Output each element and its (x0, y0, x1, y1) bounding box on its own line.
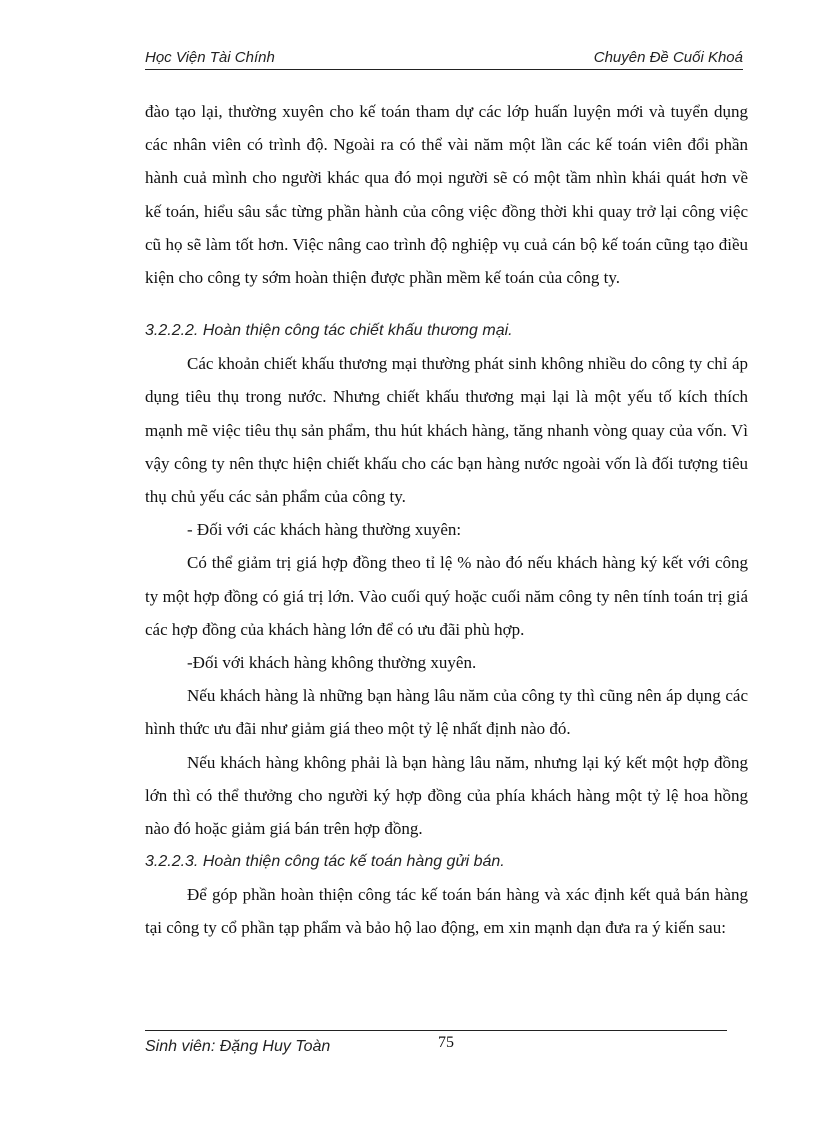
paragraph-regular-customers: - Đối với các khách hàng thường xuyên: (187, 520, 462, 540)
section-heading-discount: 3.2.2.2. Hoàn thiện công tác chiết khấu thương mại. (145, 322, 513, 340)
paragraph-large-contract: Nếu khách hàng không phải là bạn hàng lâu năm, nhưng lại ký kết một hợp đồng lớn thì có thể thưởng cho người ký hợp đồng của phía khách hàng một tỷ lệ hoa hồng nào đó hoặc giảm giá bán trên hợp đồng. (145, 752, 748, 839)
document-body (145, 95, 748, 945)
paragraph-discount: Các khoản chiết khấu thương mại thường phát sinh không nhiều do công ty chỉ áp dụng tiêu thụ trong nước. Nhưng chiết khấu thương mại lại là một yếu tố kích thích mạnh mẽ việc tiêu thụ sản phẩm, thu hút khách hàng, tăng nhanh vòng quay của vốn. Vì vậy công ty nên thực hiện chiết khấu cho các bạn hàng nước ngoài vốn là đối tượng tiêu thụ chủ yếu các sản phẩm của công ty. (145, 354, 748, 507)
header-title: Chuyên Đề Cuối Khoá (593, 49, 743, 66)
page-number: 75 (438, 1034, 454, 1051)
paragraph-irregular-customers: -Đối với khách hàng không thường xuyên. (187, 653, 477, 673)
footer-author: Sinh viên: Đặng Huy Toàn (145, 1038, 331, 1055)
page-header (145, 47, 743, 70)
paragraph-long-term-partners: Nếu khách hàng là những bạn hàng lâu năm của công ty thì cũng nên áp dụng các hình thức ưu đãi như giảm giá theo một tỷ lệ nhất định nào đó. (145, 686, 748, 739)
header-school: Học Viện Tài Chính (145, 49, 275, 66)
paragraph-training: đào tạo lại, thường xuyên cho kế toán tham dự các lớp huấn luyện mới và tuyển dụng các nhân viên có trình độ. Ngoài ra có thể vài năm một lần các kế toán viên đổi phần hành cuả mình cho người khác qua đó mọi người sẽ có một tầm nhìn khái quát hơn về kế toán, hiểu sâu sắc từng phần hành của công việc đồng thời khi quay trở lại công việc cũ họ sẽ làm tốt hơn. Việc nâng cao trình độ nghiệp vụ cuả cán bộ kế toán cũng tạo điều kiện cho công ty sớm hoàn thiện được phần mềm kế toán của công ty. (145, 102, 748, 288)
footer-divider (145, 1030, 727, 1031)
paragraph-consignment: Để góp phần hoàn thiện công tác kế toán bán hàng và xác định kết quả bán hàng tại công ty cổ phần tạp phẩm và bảo hộ lao động, em xin mạnh dạn đưa ra ý kiến sau: (145, 885, 748, 938)
paragraph-regular-discount: Có thể giảm trị giá hợp đồng theo tỉ lệ % nào đó nếu khách hàng ký kết với công ty một hợp đồng có giá trị lớn. Vào cuối quý hoặc cuối năm công ty nên tính toán trị giá các hợp đồng của khách hàng lớn để có ưu đãi phù hợp. (145, 553, 748, 639)
section-gap (145, 294, 748, 314)
section-heading-consignment: 3.2.2.3. Hoàn thiện công tác kế toán hàng gửi bán. (145, 853, 505, 871)
